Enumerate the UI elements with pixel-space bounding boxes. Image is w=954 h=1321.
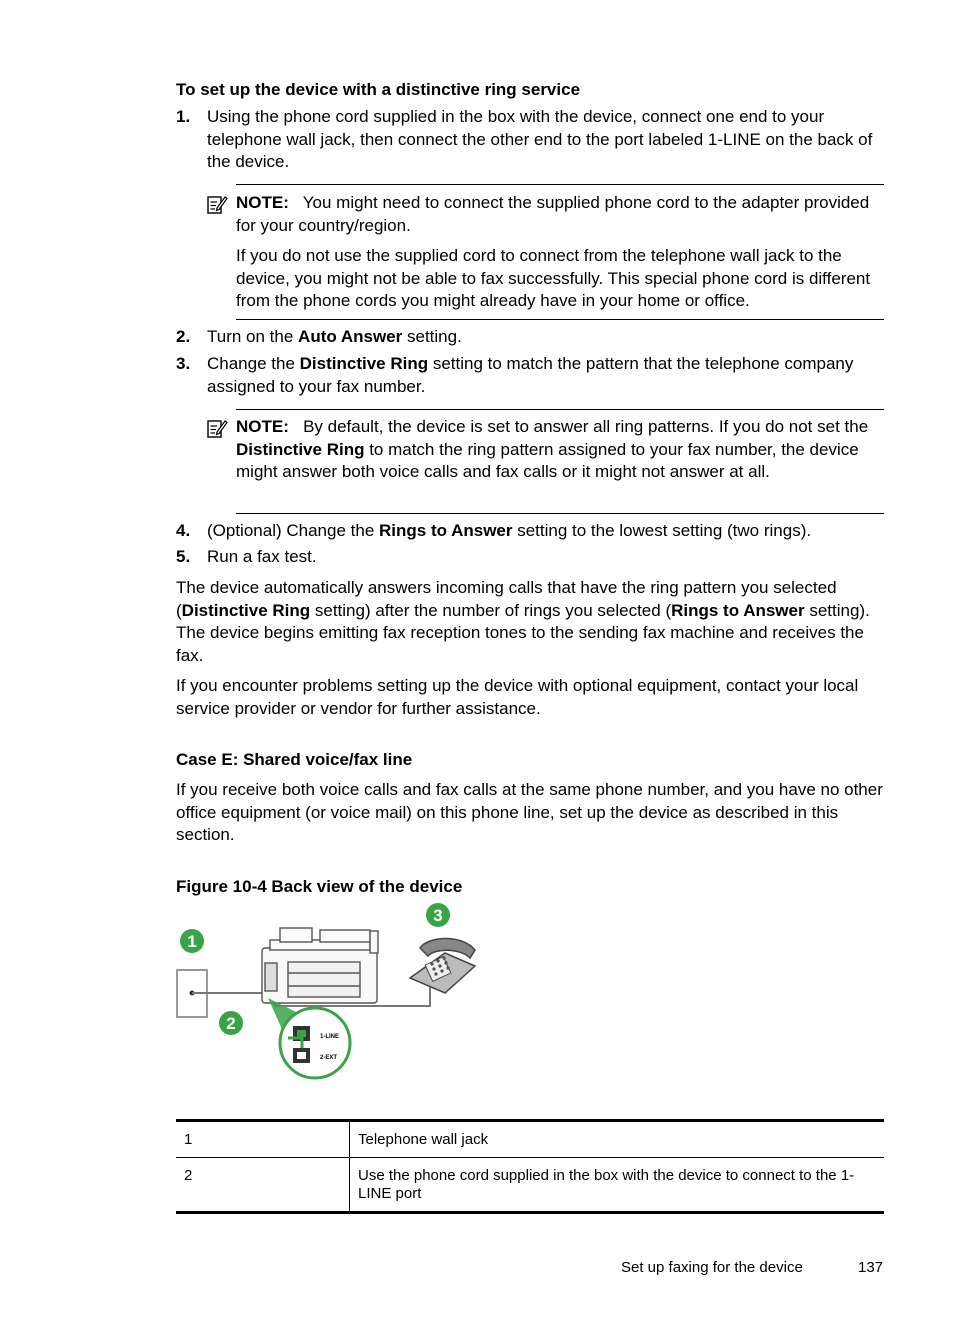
note-icon [206,193,228,215]
setting-name: Distinctive Ring [299,354,429,373]
figure-caption: Figure 10-4 Back view of the device [176,877,463,896]
callout-3 [426,903,450,927]
section-heading: Case E: Shared voice/fax line [176,750,413,769]
port-zoom-detail [280,1008,350,1078]
legend-description: Telephone wall jack [358,1131,489,1148]
svg-text:1: 1 [187,932,197,951]
callout-1 [180,929,204,953]
step-text: setting to match the pattern that the telephone company assigned to your fax number. [207,354,854,396]
legend-table [176,1119,884,1214]
step-text: Using the phone cord supplied in the box with the device, connect one end to your telephone wall jack, then connect the other end to the port labeled 1-LINE on the back of the device. [207,107,873,171]
step-2 [176,326,888,349]
note-text: You might need to connect the supplied phone cord to the adapter provided for your country/region. [236,193,870,235]
step-number: 3. [176,354,191,373]
page-number: 137 [858,1259,884,1276]
svg-text:3: 3 [433,906,443,925]
port-label-2-ext: 2-EXT [320,1055,338,1061]
note-box-1 [236,184,884,320]
device-back [262,928,378,1003]
body-paragraph: If you receive both voice calls and fax calls at the same phone number, and you have no other office equipment (or voice mail) on this phone line, set up the device as described in this section. [176,780,883,844]
callout-2 [219,1011,243,1035]
note-box-2 [236,409,884,514]
svg-text:2: 2 [226,1014,236,1033]
step-4 [176,520,888,543]
note-paragraph [236,192,884,237]
procedure-heading: To set up the device with a distinctive ring service [176,80,581,99]
note-text-2: If you do not use the supplied cord to connect from the telephone wall jack to the device, you might not be able to fax successfully. This special phone cord is different from the phone cords you might already have in your home or office. [236,246,871,310]
table-row [176,1121,884,1158]
body-paragraph: If you encounter problems setting up the device with optional equipment, contact your local service provider or vendor for further assistance. [176,676,859,718]
table-row [176,1158,884,1213]
step-text: Change the [207,354,300,373]
note-icon [206,417,228,439]
note-label: NOTE: [236,417,289,436]
step-text: Run a fax test. [207,547,317,566]
note-label: NOTE: [236,193,289,212]
step-number: 1. [176,107,191,126]
legend-number: 2 [176,1158,350,1213]
footer-section-title: Set up faxing for the device [621,1259,803,1276]
step-text: setting to the lowest setting (two rings). [512,521,812,540]
step-number: 4. [176,521,191,540]
step-number: 2. [176,327,191,346]
body-paragraph: The device automatically answers incoming calls that have the ring pattern you selected (Distinctive Ring setting) after the number of rings you selected (Rings to Answer setting). The device begins emitting fax reception tones to the sending fax machine and receives the fax. [176,578,870,665]
step-text: Turn on the [207,327,299,346]
note-text: By default, the device is set to answer all ring patterns. If you do not set the [303,417,869,436]
setting-name: Distinctive Ring [236,439,365,459]
back-view-figure [170,898,490,1088]
port-label-1-line: 1-LINE [320,1034,340,1040]
step-number: 5. [176,547,191,566]
step-5 [176,546,888,569]
note-text: to match the ring pattern assigned to your fax number, the device might answer both voice calls and fax calls or it might not answer at all. [236,439,859,481]
setting-name: Rings to Answer [379,521,513,540]
step-text: (Optional) Change the [207,521,379,540]
note-paragraph [236,416,884,484]
legend-number: 1 [176,1121,350,1158]
step-3 [176,353,888,398]
telephone-icon [410,939,475,994]
step-text: setting. [402,327,462,346]
step-1 [176,106,888,174]
setting-name: Auto Answer [298,327,403,346]
legend-description: Use the phone cord supplied in the box with the device to connect to the 1-LINE port [350,1158,885,1213]
